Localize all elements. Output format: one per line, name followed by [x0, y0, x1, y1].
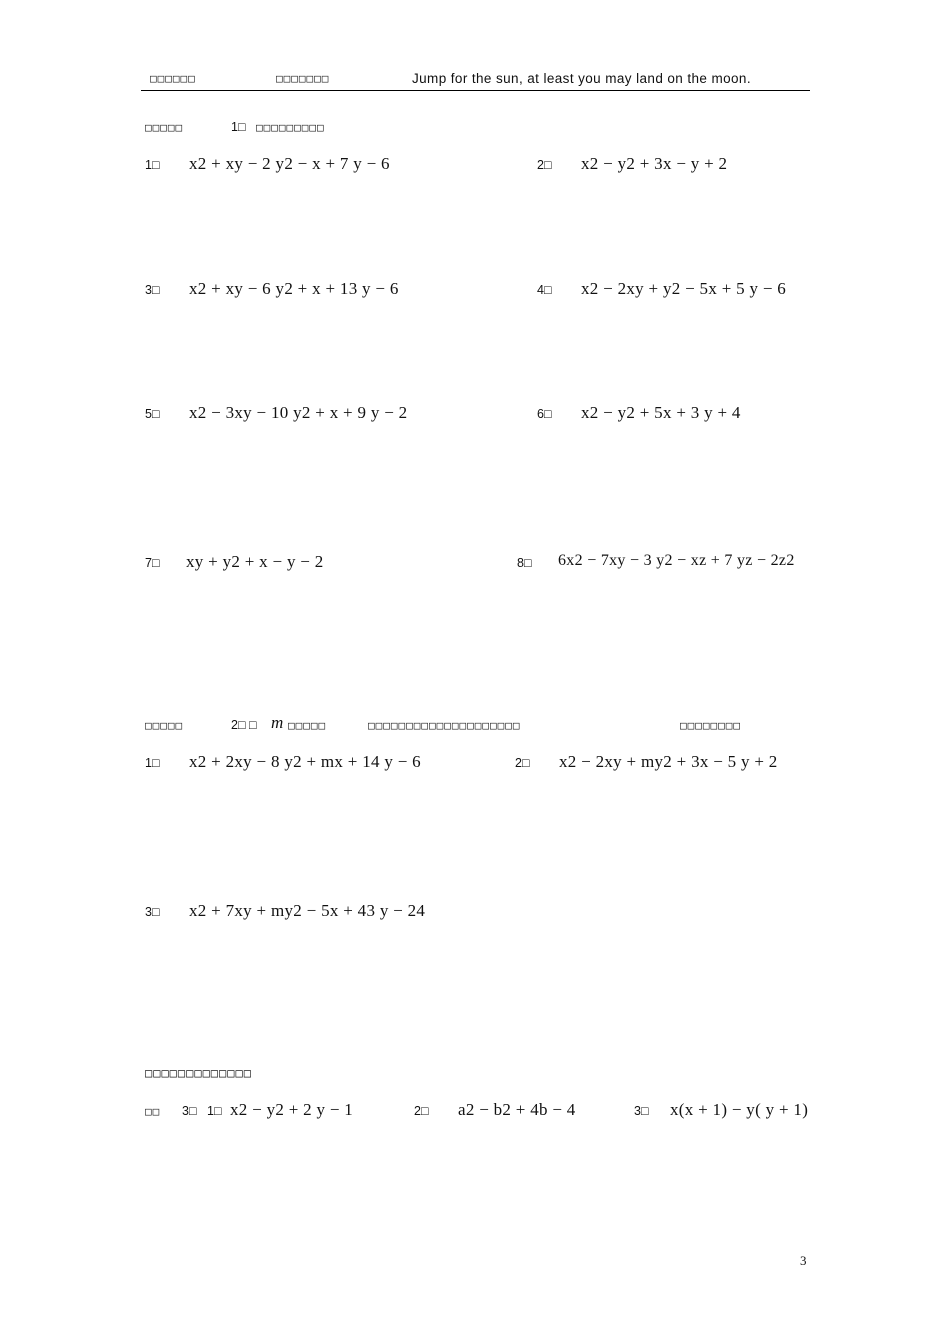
problem-label: 1□ [145, 158, 160, 172]
problem-expression: 6x2 − 7xy − 3 y2 − xz + 7 yz − 2z2 [558, 552, 795, 569]
problem-expression: xy + y2 + x − y − 2 [186, 552, 324, 571]
page-number: 3 [800, 1253, 807, 1268]
problem-expression: x2 − 2xy + y2 − 5x + 5 y − 6 [581, 279, 787, 298]
section2-heading-variable: m [271, 713, 284, 732]
problem-expression: x2 + xy − 6 y2 + x + 13 y − 6 [189, 279, 399, 298]
problem-expression: x(x + 1) − y( y + 1) [670, 1100, 809, 1119]
section2-heading-a: □□□□□ [145, 719, 184, 732]
problem-label: 2□ [414, 1104, 429, 1118]
problem-expression: x2 − y2 + 2 y − 1 [230, 1100, 354, 1119]
problem-label: 8□ [517, 556, 532, 570]
problem-label: 3□ [145, 905, 160, 919]
problem-expression: x2 − y2 + 5x + 3 y + 4 [581, 403, 741, 422]
problem-label: 6□ [537, 407, 552, 421]
problem-label: 2□ [537, 158, 552, 172]
section3-lead: □□ [145, 1105, 161, 1118]
header-rule [141, 90, 810, 91]
problem-expression: x2 − 2xy + my2 + 3x − 5 y + 2 [559, 752, 778, 771]
problem-label: 1□ [145, 756, 160, 770]
section3-heading: □□□□□□□□□□□□□ [145, 1066, 252, 1080]
section1-heading-b: □□□□□□□□□ [256, 121, 325, 134]
section2-heading-d: □□□□□□□□ [680, 719, 741, 732]
header-motto: Jump for the sun, at least you may land on the moon. [412, 71, 751, 86]
problem-label: 3□ [145, 283, 160, 297]
problem-expression: x2 + 7xy + my2 − 5x + 43 y − 24 [189, 901, 426, 920]
problem-label: 4□ [537, 283, 552, 297]
section1-heading-a: □□□□□ [145, 121, 184, 134]
problem-label: 7□ [145, 556, 160, 570]
problem-label: 1□ [207, 1104, 222, 1118]
problem-label: 5□ [145, 407, 160, 421]
section2-heading-num: 2□ □ [231, 718, 257, 732]
problem-expression: x2 − 3xy − 10 y2 + x + 9 y − 2 [189, 403, 408, 422]
problem-expression: x2 + 2xy − 8 y2 + mx + 14 y − 6 [189, 752, 421, 771]
problem-expression: a2 − b2 + 4b − 4 [458, 1100, 576, 1119]
section3-num: 3□ [182, 1104, 197, 1118]
section2-heading-c: □□□□□□□□□□□□□□□□□□□□ [368, 719, 521, 732]
problem-expression: x2 + xy − 2 y2 − x + 7 y − 6 [189, 154, 390, 173]
problem-label: 2□ [515, 756, 530, 770]
section1-heading-num: 1□ [231, 120, 246, 134]
header-center-text: □□□□□□□ [276, 72, 330, 85]
problem-label: 3□ [634, 1104, 649, 1118]
problem-expression: x2 − y2 + 3x − y + 2 [581, 154, 728, 173]
section2-heading-b: □□□□□ [288, 719, 327, 732]
header-left-text: □□□□□□ [150, 72, 196, 85]
